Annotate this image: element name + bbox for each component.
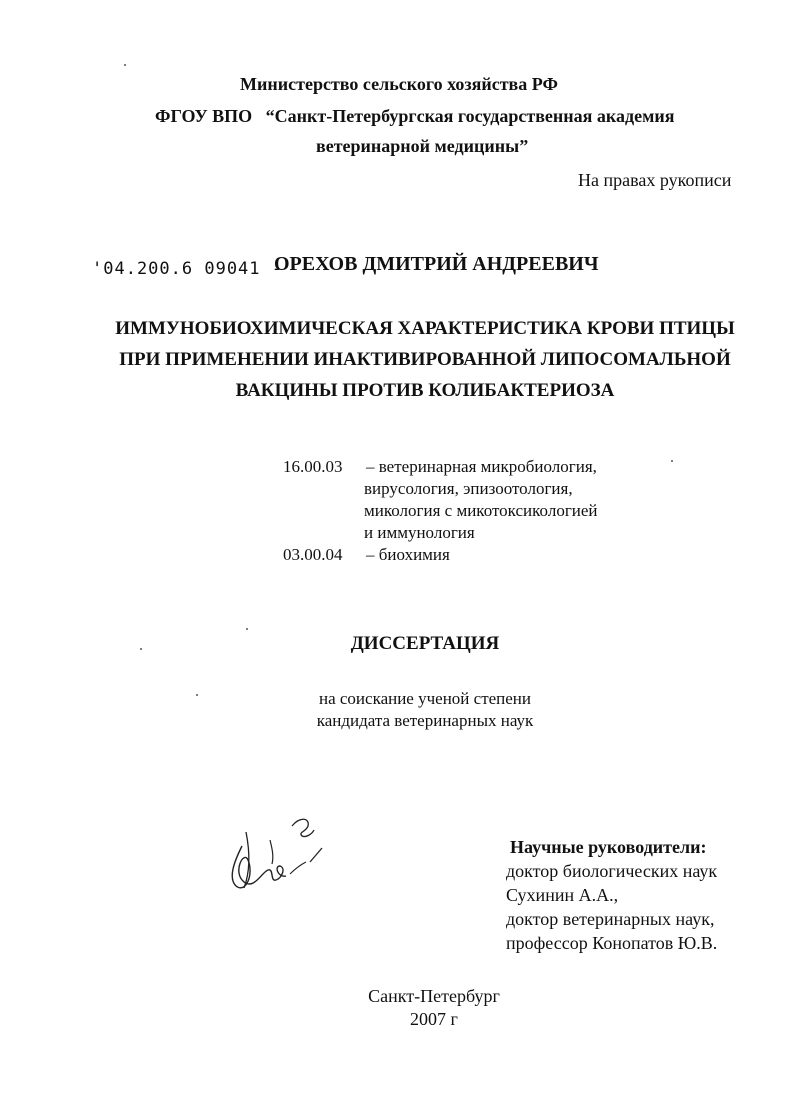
specialty-code: 16.00.03: [283, 457, 343, 476]
document-type: ДИССЕРТАЦИЯ: [350, 633, 500, 654]
specialty-row: [283, 544, 598, 566]
scan-speck: [671, 460, 673, 462]
title-line: ИММУНОБИОХИМИЧЕСКАЯ ХАРАКТЕРИСТИКА КРОВИ ПТИЦЫ: [115, 318, 735, 339]
scan-speck: [124, 64, 126, 66]
specialty-description: микология с микотоксикологией: [364, 501, 598, 520]
degree-line: кандидата ветеринарных наук: [316, 711, 534, 730]
scan-speck: [196, 694, 198, 696]
registry-stamp-number: '04.200.6 09041 -: [92, 259, 283, 279]
degree-line: на соискание ученой степени: [318, 689, 532, 708]
ministry-name: Министерство сельского хозяйства РФ: [240, 74, 558, 94]
degree-statement: [0, 688, 798, 732]
advisor-line: профессор Конопатов Ю.В.: [506, 933, 718, 953]
advisors-heading: Научные руководители:: [510, 837, 707, 857]
scan-speck: [140, 648, 142, 650]
specialty-list: [283, 456, 598, 566]
author-name: ОРЕХОВ ДМИТРИЙ АНДРЕЕВИЧ: [274, 253, 599, 275]
scientific-advisors: [506, 835, 717, 955]
specialty-row: [283, 456, 598, 478]
year: 2007 г: [410, 1009, 458, 1029]
advisor-line: доктор ветеринарных наук,: [506, 909, 715, 929]
city-and-year: [0, 985, 798, 1031]
dissertation-title: [0, 313, 798, 406]
specialty-description: – биохимия: [366, 545, 450, 564]
specialty-description: и иммунология: [364, 523, 475, 542]
advisor-line: Сухинин А.А.,: [506, 885, 619, 905]
organization-name-line-2: ветеринарной медицины”: [316, 136, 529, 156]
title-line: ВАКЦИНЫ ПРОТИВ КОЛИБАКТЕРИОЗА: [235, 380, 615, 401]
specialty-description: вирусология, эпизоотология,: [364, 479, 573, 498]
signature-mark: [224, 812, 334, 902]
advisor-line: доктор биологических наук: [506, 861, 718, 881]
specialty-code: 03.00.04: [283, 545, 343, 564]
scan-speck: [246, 628, 248, 630]
organization-name-line-1: ФГОУ ВПО “Санкт-Петербургская государственная академия: [155, 106, 675, 126]
city: Санкт-Петербург: [368, 986, 500, 1006]
title-line: ПРИ ПРИМЕНЕНИИ ИНАКТИВИРОВАННОЙ ЛИПОСОМАЛЬНОЙ: [119, 349, 731, 370]
manuscript-rights-note: На правах рукописи: [578, 170, 732, 190]
specialty-description: – ветеринарная микробиология,: [366, 457, 597, 476]
